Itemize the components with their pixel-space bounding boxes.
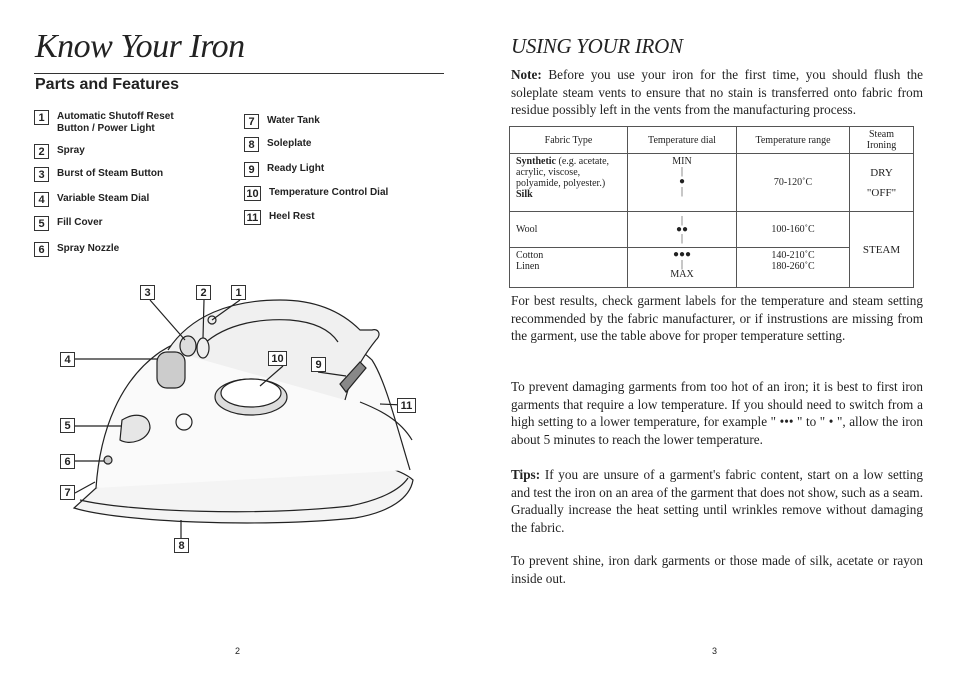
callout-11: 11 bbox=[397, 398, 416, 413]
steam-cell bbox=[850, 154, 914, 212]
dial-cell bbox=[628, 154, 737, 212]
paragraph-shine: To prevent shine, iron dark garments or those made of silk, acetate or rayon inside out. bbox=[511, 553, 923, 586]
part-label: Spray bbox=[57, 145, 85, 156]
paragraph-temperature: To prevent damaging garments from too hot of an iron; it is best to first iron garments that require a low temperature. If you should need to switch from a high setting to a lower temperature, for example " ••• " to " • ", allow the iron about 5 minutes to reach the lower temperature. bbox=[511, 379, 923, 447]
dial-min-label: MIN bbox=[672, 156, 692, 167]
table-header-row bbox=[510, 127, 914, 154]
fabric-synthetic-examples: (e.g. acetate, acrylic, viscose, polyamide, polyester.) bbox=[516, 156, 610, 189]
fabric-linen: Linen bbox=[516, 261, 540, 272]
dial-max-label: MAX bbox=[670, 269, 694, 280]
parts-subtitle: Parts and Features bbox=[35, 76, 180, 93]
part-label: Automatic Shutoff Reset Button / Power Light bbox=[57, 111, 174, 134]
fabric-cell bbox=[510, 154, 628, 212]
table-header: Temperature range bbox=[737, 127, 850, 154]
note-label: Note: bbox=[511, 67, 542, 82]
fabric-temperature-table bbox=[509, 126, 914, 288]
part-number: 11 bbox=[244, 210, 261, 225]
part-number: 6 bbox=[34, 242, 49, 257]
part-number: 1 bbox=[34, 110, 49, 125]
callout-4: 4 bbox=[60, 352, 75, 367]
table-row bbox=[510, 154, 914, 212]
callout-8: 8 bbox=[174, 538, 189, 553]
page-number-right: 3 bbox=[712, 646, 718, 656]
tips-label: Tips: bbox=[511, 467, 541, 482]
table-header: Temperature dial bbox=[628, 127, 737, 154]
fabric-synthetic: Synthetic bbox=[516, 156, 556, 167]
part-number: 9 bbox=[244, 162, 259, 177]
part-label: Temperature Control Dial bbox=[269, 187, 389, 198]
range-cotton: 140-210˚C bbox=[771, 250, 815, 261]
callout-7: 7 bbox=[60, 485, 75, 500]
part-label: Soleplate bbox=[267, 138, 312, 149]
dial-one-dot-icon: | ● | bbox=[678, 166, 686, 197]
callout-10: 10 bbox=[268, 351, 287, 366]
part-number: 4 bbox=[34, 192, 49, 207]
callout-6: 6 bbox=[60, 454, 75, 469]
fabric-wool: Wool bbox=[510, 212, 628, 248]
range-cell bbox=[737, 248, 850, 288]
part-label: Burst of Steam Button bbox=[57, 168, 164, 179]
part-number: 10 bbox=[244, 186, 261, 201]
callout-9: 9 bbox=[311, 357, 326, 372]
fabric-silk: Silk bbox=[516, 189, 533, 200]
callout-5: 5 bbox=[60, 418, 75, 433]
callout-2: 2 bbox=[196, 285, 211, 300]
left-page-title: Know Your Iron bbox=[35, 28, 245, 65]
part-label: Ready Light bbox=[267, 163, 325, 174]
note-text: Before you use your iron for the first time, you should flush the soleplate steam vents to ensure that no stain is transferred onto fabric from residue possibly left in the vents from the manufacturing process. bbox=[511, 67, 924, 118]
range-linen: 180-260˚C bbox=[771, 261, 815, 272]
tips-text: If you are unsure of a garment's fabric content, start on a low setting and test the iron on an area of the garment that does not show, such as a seam. Gradually increase the heat setting until wrinkles remove without damaging the fabric. bbox=[511, 467, 923, 535]
tips-paragraph bbox=[511, 466, 923, 536]
part-label: Variable Steam Dial bbox=[57, 193, 150, 204]
range-cell: 100-160˚C bbox=[737, 212, 850, 248]
steam-dry-label: DRY bbox=[870, 166, 893, 179]
range-cell: 70-120˚C bbox=[737, 154, 850, 212]
part-number: 2 bbox=[34, 144, 49, 159]
fabric-cotton: Cotton bbox=[516, 250, 544, 261]
table-row bbox=[510, 212, 914, 248]
callout-1: 1 bbox=[231, 285, 246, 300]
dial-three-dots-icon: ●●● | bbox=[672, 249, 692, 270]
fabric-cell bbox=[510, 248, 628, 288]
part-number: 3 bbox=[34, 167, 49, 182]
paragraph-labels: For best results, check garment labels for the temperature and steam setting recommended by the fabric manufacturer, or if instrustions are missing from the garment, use the table above for proper temperature setting. bbox=[511, 293, 923, 344]
steam-steam-label: STEAM bbox=[850, 212, 914, 288]
note-paragraph bbox=[511, 66, 923, 119]
table-header: Fabric Type bbox=[510, 127, 628, 154]
part-number: 5 bbox=[34, 216, 49, 231]
part-number: 8 bbox=[244, 137, 259, 152]
table-header: Steam Ironing bbox=[850, 127, 914, 154]
part-label: Fill Cover bbox=[57, 217, 103, 228]
part-label: Heel Rest bbox=[269, 211, 315, 222]
part-number: 7 bbox=[244, 114, 259, 129]
steam-off-label: "OFF" bbox=[866, 186, 897, 199]
dial-cell bbox=[628, 248, 737, 288]
callout-3: 3 bbox=[140, 285, 155, 300]
dial-two-dots-icon: | ●● | bbox=[628, 212, 737, 248]
part-label: Spray Nozzle bbox=[57, 243, 120, 254]
page-number-left: 2 bbox=[235, 646, 241, 656]
part-label: Water Tank bbox=[267, 115, 320, 126]
right-page-title: USING YOUR IRON bbox=[511, 34, 683, 58]
